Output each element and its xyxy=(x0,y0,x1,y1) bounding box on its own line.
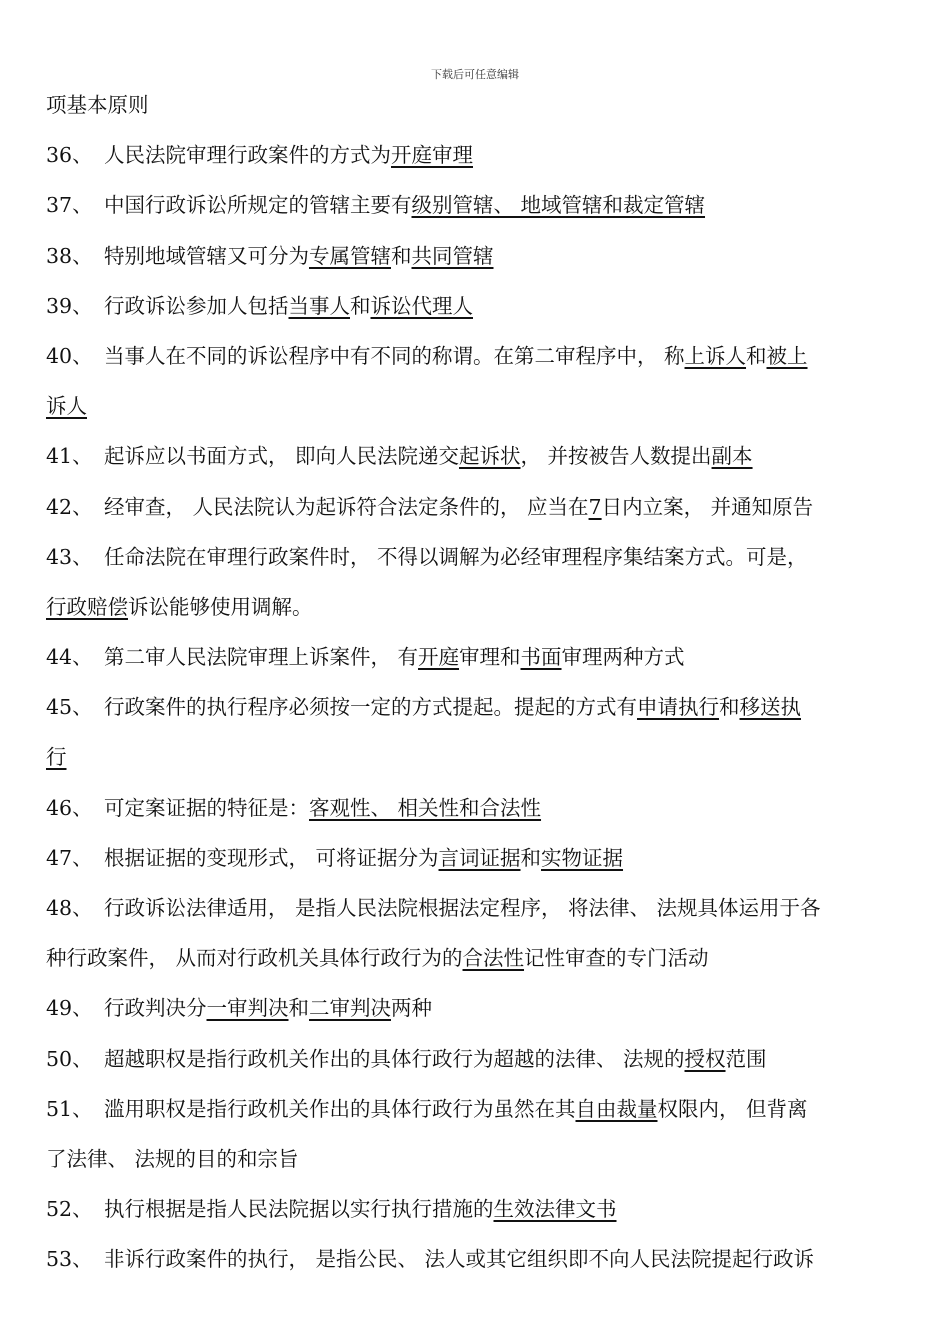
answer-blank: 合法性 xyxy=(462,946,525,971)
text-line xyxy=(46,540,908,590)
answer-blank: 书面 xyxy=(520,645,562,670)
line-text: 范围 xyxy=(725,1046,767,1071)
text-line xyxy=(46,490,908,540)
answer-blank: 行 xyxy=(46,745,67,770)
item-number: 52、 xyxy=(46,1197,93,1222)
text-line xyxy=(46,991,908,1041)
line-text: 和 xyxy=(520,845,542,870)
answer-blank: 实物证据 xyxy=(541,845,624,870)
line-text: 中国行政诉讼所规定的管辖主要有 xyxy=(104,193,412,218)
answer-blank: 开庭审理 xyxy=(391,143,473,168)
text-line xyxy=(46,239,908,289)
line-text: 行政诉讼法律适用， 是指人民法院根据法定程序， 将法律、 法规具体运用于各 xyxy=(104,896,821,920)
answer-blank: 被上 xyxy=(766,343,808,368)
answer-blank: 二审判决 xyxy=(309,996,391,1021)
line-text: 和 xyxy=(746,343,767,368)
line-text: 经审查， 人民法院认为起诉符合法定条件的， 应当在 xyxy=(104,494,589,519)
line-text: 超越职权是指行政机关作出的具体行政行为超越的法律、 法规的 xyxy=(104,1046,685,1071)
line-text: 两种 xyxy=(391,996,432,1021)
document-body xyxy=(46,88,908,1293)
text-line xyxy=(46,941,908,991)
line-text: 行政诉讼参加人包括 xyxy=(104,293,289,318)
text-line xyxy=(46,690,908,740)
line-text: 执行根据是指人民法院据以实行执行措施的 xyxy=(104,1197,494,1222)
text-line xyxy=(46,138,908,188)
answer-blank: 自由裁量 xyxy=(575,1096,658,1121)
text-line xyxy=(46,841,908,891)
line-text: 特别地域管辖又可分为 xyxy=(104,243,309,268)
line-text: 记性审查的专门活动 xyxy=(524,946,709,971)
text-line xyxy=(46,791,908,841)
line-text: 诉讼能够使用调解。 xyxy=(128,594,313,619)
answer-blank: 客观性、 相关性和合法性 xyxy=(309,795,542,820)
answer-blank: 开庭 xyxy=(418,645,460,670)
text-line xyxy=(46,188,908,238)
text-line xyxy=(46,740,908,790)
line-text: 审理和 xyxy=(459,645,521,670)
answer-blank: 诉讼代理人 xyxy=(370,293,473,318)
line-text: 项基本原则 xyxy=(46,93,149,117)
item-number: 46、 xyxy=(46,795,93,820)
line-text: 行政案件的执行程序必须按一定的方式提起。提起的方式有 xyxy=(104,695,637,720)
item-number: 48、 xyxy=(46,896,93,920)
item-number: 53、 xyxy=(46,1247,93,1272)
line-text: 根据证据的变现形式， 可将证据分为 xyxy=(104,845,439,870)
answer-blank: 一审判决 xyxy=(206,996,289,1021)
line-text: 和 xyxy=(391,243,412,268)
answer-blank: 上诉人 xyxy=(684,343,747,368)
text-line xyxy=(46,339,908,389)
item-number: 44、 xyxy=(46,645,93,670)
answer-blank: 生效法律文书 xyxy=(493,1197,617,1222)
line-text: 种行政案件， 从而对行政机关具体行政行为的 xyxy=(46,946,463,971)
line-text: 和 xyxy=(719,695,740,720)
line-text: 滥用职权是指行政机关作出的具体行政行为虽然在其 xyxy=(104,1096,576,1121)
answer-blank: 级别管辖、 地域管辖和裁定管辖 xyxy=(411,193,706,218)
item-number: 38、 xyxy=(46,243,93,268)
item-number: 49、 xyxy=(46,996,93,1021)
line-text: ， 并按被告人数提出 xyxy=(520,444,712,469)
line-text: 了法律、 法规的目的和宗旨 xyxy=(46,1146,299,1171)
item-number: 39、 xyxy=(46,293,93,318)
answer-blank: 起诉状 xyxy=(459,444,521,469)
text-line xyxy=(46,891,908,941)
line-text: 日内立案， 并通知原告 xyxy=(601,494,814,519)
text-line xyxy=(46,389,908,439)
item-number: 45、 xyxy=(46,695,93,720)
answer-blank: 授权 xyxy=(684,1046,726,1071)
text-line xyxy=(46,439,908,489)
item-number: 47、 xyxy=(46,845,93,870)
item-number: 50、 xyxy=(46,1046,93,1071)
line-text: 行政判决分 xyxy=(104,996,207,1021)
text-line xyxy=(46,1242,908,1292)
item-number: 43、 xyxy=(46,544,93,569)
line-text: 当事人在不同的诉讼程序中有不同的称谓。在第二审程序中， 称 xyxy=(104,343,685,368)
answer-blank: 申请执行 xyxy=(637,695,719,720)
answer-blank: 言词证据 xyxy=(438,845,521,870)
answer-blank: 7 xyxy=(588,494,602,519)
answer-blank: 移送执 xyxy=(739,695,801,720)
item-number: 41、 xyxy=(46,444,93,469)
line-text: 可定案证据的特征是： xyxy=(104,795,309,820)
line-text: 权限内， 但背离 xyxy=(657,1096,808,1121)
line-text: 和 xyxy=(350,293,371,318)
text-line xyxy=(46,1192,908,1242)
answer-blank: 行政赔偿 xyxy=(46,594,128,619)
answer-blank: 共同管辖 xyxy=(411,243,494,268)
text-line xyxy=(46,590,908,640)
text-line xyxy=(46,1042,908,1092)
answer-blank: 当事人 xyxy=(288,293,350,318)
line-text: 审理两种方式 xyxy=(561,645,685,670)
line-text: 起诉应以书面方式， 即向人民法院递交 xyxy=(104,444,460,469)
line-text: 非诉行政案件的执行， 是指公民、 法人或其它组织即不向人民法院提起行政诉 xyxy=(104,1247,815,1272)
item-number: 37、 xyxy=(46,193,93,218)
item-number: 42、 xyxy=(46,494,93,519)
line-text: 第二审人民法院审理上诉案件， 有 xyxy=(104,645,419,670)
answer-blank: 诉人 xyxy=(46,394,87,419)
line-text: 人民法院审理行政案件的方式为 xyxy=(104,143,391,168)
item-number: 51、 xyxy=(46,1096,93,1121)
text-line xyxy=(46,1092,908,1142)
text-line xyxy=(46,88,908,138)
text-line xyxy=(46,640,908,690)
text-line xyxy=(46,1142,908,1192)
answer-blank: 专属管辖 xyxy=(309,243,391,268)
item-number: 36、 xyxy=(46,143,93,168)
line-text: 任命法院在审理行政案件时， 不得以调解为必经审理程序集结案方式。可是， xyxy=(104,544,808,569)
item-number: 40、 xyxy=(46,343,93,368)
line-text: 和 xyxy=(288,996,309,1021)
text-line xyxy=(46,289,908,339)
answer-blank: 副本 xyxy=(711,444,753,469)
page-header: 下载后可任意编辑 xyxy=(431,68,519,81)
